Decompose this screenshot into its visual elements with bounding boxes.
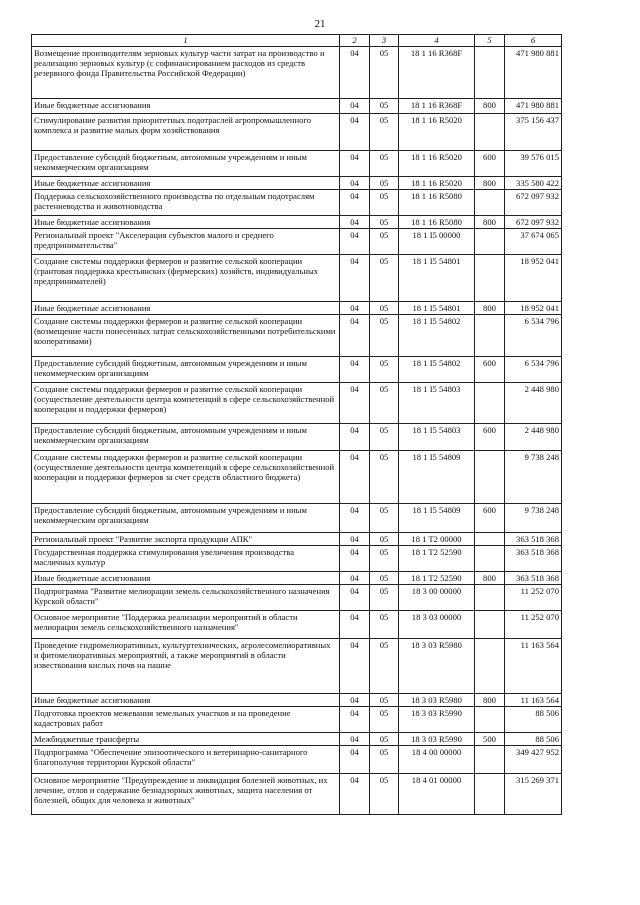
row-subsection: 05 xyxy=(370,255,399,302)
row-target-code: 18 1 16 R5020 xyxy=(399,177,475,190)
row-name: Основное мероприятие "Предупреждение и ликвидация болезней животных, их лечение, отлов и содержание безнадзорных животных, защита населения от болезней, общих для человека и животных" xyxy=(32,774,340,815)
row-amount: 363 518 368 xyxy=(505,546,562,572)
row-expense-type xyxy=(475,451,505,504)
row-amount: 315 269 371 xyxy=(505,774,562,815)
row-subsection: 05 xyxy=(370,611,399,639)
row-expense-type xyxy=(475,774,505,815)
row-expense-type xyxy=(475,114,505,151)
table-row xyxy=(32,383,562,424)
row-target-code: 18 1 I5 54801 xyxy=(399,302,475,315)
row-target-code: 18 1 T2 52590 xyxy=(399,546,475,572)
row-amount: 471 980 881 xyxy=(505,99,562,114)
row-name: Региональный проект "Акселерация субъектов малого и среднего предпринимательства" xyxy=(32,229,340,255)
row-expense-type xyxy=(475,255,505,302)
row-subsection: 05 xyxy=(370,707,399,733)
table-row xyxy=(32,451,562,504)
row-name: Проведение гидромелиоративных, культуртехнических, агролесомелиоративных и фитомелиоративных мероприятий, а также мероприятий в области известкования кислых почв на пашне xyxy=(32,639,340,694)
table-row xyxy=(32,255,562,302)
row-amount: 9 738 248 xyxy=(505,504,562,533)
row-section: 04 xyxy=(340,229,370,255)
row-amount: 672 097 932 xyxy=(505,216,562,229)
row-name: Создание системы поддержки фермеров и развитие сельской кооперации (осуществление деятельности центра компетенций в сфере сельскохозяйственной кооперации и поддержки фермеров) xyxy=(32,383,340,424)
row-subsection: 05 xyxy=(370,546,399,572)
table-row xyxy=(32,585,562,611)
row-expense-type xyxy=(475,190,505,216)
row-subsection: 05 xyxy=(370,315,399,357)
row-target-code: 18 1 16 R5020 xyxy=(399,114,475,151)
row-section: 04 xyxy=(340,694,370,707)
row-name: Региональный проект "Развитие экспорта продукции АПК" xyxy=(32,533,340,546)
row-amount: 349 427 952 xyxy=(505,746,562,774)
row-target-code: 18 3 03 R5990 xyxy=(399,733,475,746)
row-subsection: 05 xyxy=(370,746,399,774)
row-amount: 375 156 437 xyxy=(505,114,562,151)
row-expense-type: 600 xyxy=(475,151,505,177)
table-row xyxy=(32,99,562,114)
header-cell-target-code: 4 xyxy=(399,35,475,47)
row-expense-type xyxy=(475,746,505,774)
row-section: 04 xyxy=(340,572,370,585)
row-amount: 6 534 796 xyxy=(505,357,562,383)
row-name: Стимулирование развития приоритетных подотраслей агропромышленного комплекса и развитие малых форм хозяйствования xyxy=(32,114,340,151)
table-row xyxy=(32,639,562,694)
table-row xyxy=(32,611,562,639)
row-expense-type xyxy=(475,707,505,733)
row-subsection: 05 xyxy=(370,504,399,533)
row-name: Государственная поддержка стимулирования увеличения производства масличных культур xyxy=(32,546,340,572)
header-cell-amount: 6 xyxy=(505,35,562,47)
row-section: 04 xyxy=(340,114,370,151)
table-row xyxy=(32,177,562,190)
row-section: 04 xyxy=(340,639,370,694)
table-row xyxy=(32,302,562,315)
row-amount: 2 448 980 xyxy=(505,424,562,451)
row-name: Предоставление субсидий бюджетным, автономным учреждениям и иным некоммерческим организациям xyxy=(32,357,340,383)
row-expense-type xyxy=(475,229,505,255)
row-target-code: 18 4 01 00000 xyxy=(399,774,475,815)
table-row xyxy=(32,190,562,216)
row-name: Создание системы поддержки фермеров и развитие сельской кооперации (грантовая поддержка крестьянских (фермерских) хозяйств, индивидуальных предпринимателей) xyxy=(32,255,340,302)
row-amount: 11 163 564 xyxy=(505,694,562,707)
row-target-code: 18 1 16 R5020 xyxy=(399,151,475,177)
row-amount: 363 518 368 xyxy=(505,572,562,585)
row-section: 04 xyxy=(340,99,370,114)
row-subsection: 05 xyxy=(370,733,399,746)
row-name: Возмещение производителям зерновых культур части затрат на производство и реализацию зерновых культур (с софинансированием расходов из средств резервного фонда Правительства Российской Федерации) xyxy=(32,47,340,99)
row-target-code: 18 1 I5 00000 xyxy=(399,229,475,255)
row-subsection: 05 xyxy=(370,451,399,504)
row-name: Создание системы поддержки фермеров и развитие сельской кооперации (осуществление деятельности центра компетенций в сфере сельскохозяйственной кооперации и поддержки фермеров за счет средств областного бюджета) xyxy=(32,451,340,504)
row-amount: 18 952 041 xyxy=(505,255,562,302)
row-amount: 335 580 422 xyxy=(505,177,562,190)
row-section: 04 xyxy=(340,611,370,639)
row-amount: 6 534 796 xyxy=(505,315,562,357)
row-amount: 37 674 065 xyxy=(505,229,562,255)
row-subsection: 05 xyxy=(370,151,399,177)
row-section: 04 xyxy=(340,451,370,504)
row-section: 04 xyxy=(340,315,370,357)
row-section: 04 xyxy=(340,733,370,746)
row-subsection: 05 xyxy=(370,774,399,815)
row-expense-type xyxy=(475,383,505,424)
table-row xyxy=(32,315,562,357)
table-row xyxy=(32,424,562,451)
row-subsection: 05 xyxy=(370,424,399,451)
row-amount: 2 448 980 xyxy=(505,383,562,424)
row-section: 04 xyxy=(340,383,370,424)
row-amount: 672 097 932 xyxy=(505,190,562,216)
row-section: 04 xyxy=(340,47,370,99)
row-expense-type: 800 xyxy=(475,302,505,315)
table-row xyxy=(32,533,562,546)
table-row xyxy=(32,229,562,255)
row-subsection: 05 xyxy=(370,99,399,114)
row-target-code: 18 1 I5 54803 xyxy=(399,424,475,451)
row-subsection: 05 xyxy=(370,177,399,190)
row-expense-type: 800 xyxy=(475,216,505,229)
row-expense-type xyxy=(475,585,505,611)
row-section: 04 xyxy=(340,707,370,733)
row-amount: 11 252 070 xyxy=(505,611,562,639)
row-section: 04 xyxy=(340,190,370,216)
row-name: Предоставление субсидий бюджетным, автономным учреждениям и иным некоммерческим организациям xyxy=(32,504,340,533)
row-section: 04 xyxy=(340,504,370,533)
budget-table xyxy=(31,34,562,815)
row-name: Поддержка сельскохозяйственного производства по отдельным подотраслям растениеводства и животноводства xyxy=(32,190,340,216)
table-row xyxy=(32,546,562,572)
row-expense-type: 800 xyxy=(475,694,505,707)
row-expense-type xyxy=(475,546,505,572)
header-cell-section: 2 xyxy=(340,35,370,47)
row-target-code: 18 1 16 R5080 xyxy=(399,216,475,229)
row-name: Предоставление субсидий бюджетным, автономным учреждениям и иным некоммерческим организациям xyxy=(32,424,340,451)
row-subsection: 05 xyxy=(370,302,399,315)
row-name: Иные бюджетные ассигнования xyxy=(32,694,340,707)
row-target-code: 18 3 03 R5980 xyxy=(399,694,475,707)
table-row xyxy=(32,47,562,99)
table-row xyxy=(32,572,562,585)
row-target-code: 18 1 I5 54803 xyxy=(399,383,475,424)
row-subsection: 05 xyxy=(370,533,399,546)
row-amount: 471 980 881 xyxy=(505,47,562,99)
row-subsection: 05 xyxy=(370,639,399,694)
row-expense-type: 500 xyxy=(475,733,505,746)
header-cell-expense-type: 5 xyxy=(475,35,505,47)
row-target-code: 18 1 16 R368F xyxy=(399,99,475,114)
row-target-code: 18 3 03 R5990 xyxy=(399,707,475,733)
header-cell-name: 1 xyxy=(32,35,340,47)
row-section: 04 xyxy=(340,357,370,383)
table-row xyxy=(32,114,562,151)
row-target-code: 18 4 00 00000 xyxy=(399,746,475,774)
table-row xyxy=(32,774,562,815)
row-target-code: 18 3 03 R5980 xyxy=(399,639,475,694)
row-subsection: 05 xyxy=(370,47,399,99)
row-name: Предоставление субсидий бюджетным, автономным учреждениям и иным некоммерческим организациям xyxy=(32,151,340,177)
row-name: Подпрограмма "Обеспечение эпизоотического и ветеринарно-санитарного благополучия территории Курской области" xyxy=(32,746,340,774)
row-section: 04 xyxy=(340,774,370,815)
row-expense-type: 600 xyxy=(475,504,505,533)
row-name: Иные бюджетные ассигнования xyxy=(32,302,340,315)
row-target-code: 18 1 T2 52590 xyxy=(399,572,475,585)
row-expense-type: 800 xyxy=(475,99,505,114)
row-subsection: 05 xyxy=(370,190,399,216)
row-section: 04 xyxy=(340,216,370,229)
page-number: 21 xyxy=(314,18,326,30)
table-row xyxy=(32,504,562,533)
table-row xyxy=(32,216,562,229)
row-section: 04 xyxy=(340,546,370,572)
row-name: Иные бюджетные ассигнования xyxy=(32,572,340,585)
row-subsection: 05 xyxy=(370,585,399,611)
row-name: Иные бюджетные ассигнования xyxy=(32,177,340,190)
row-name: Создание системы поддержки фермеров и развитие сельской кооперации (возмещение части понесенных затрат сельскохозяйственными потребительскими кооперативами) xyxy=(32,315,340,357)
row-subsection: 05 xyxy=(370,694,399,707)
row-amount: 9 738 248 xyxy=(505,451,562,504)
row-target-code: 18 1 I5 54802 xyxy=(399,315,475,357)
table-row xyxy=(32,733,562,746)
row-target-code: 18 3 03 00000 xyxy=(399,611,475,639)
row-amount: 39 576 015 xyxy=(505,151,562,177)
row-section: 04 xyxy=(340,746,370,774)
row-expense-type xyxy=(475,315,505,357)
row-amount: 11 163 564 xyxy=(505,639,562,694)
row-expense-type: 600 xyxy=(475,424,505,451)
row-expense-type xyxy=(475,533,505,546)
row-subsection: 05 xyxy=(370,572,399,585)
header-cell-subsection: 3 xyxy=(370,35,399,47)
row-section: 04 xyxy=(340,177,370,190)
row-expense-type: 800 xyxy=(475,572,505,585)
row-section: 04 xyxy=(340,151,370,177)
row-amount: 88 506 xyxy=(505,707,562,733)
row-amount: 18 952 041 xyxy=(505,302,562,315)
row-target-code: 18 1 16 R368F xyxy=(399,47,475,99)
row-subsection: 05 xyxy=(370,357,399,383)
row-amount: 363 518 368 xyxy=(505,533,562,546)
row-name: Подготовка проектов межевания земельных участков и на проведение кадастровых работ xyxy=(32,707,340,733)
row-expense-type: 800 xyxy=(475,177,505,190)
table-row xyxy=(32,694,562,707)
row-target-code: 18 3 00 00000 xyxy=(399,585,475,611)
row-section: 04 xyxy=(340,302,370,315)
row-expense-type xyxy=(475,611,505,639)
row-expense-type xyxy=(475,47,505,99)
row-expense-type: 600 xyxy=(475,357,505,383)
table-row xyxy=(32,707,562,733)
row-section: 04 xyxy=(340,255,370,302)
row-target-code: 18 1 I5 54809 xyxy=(399,451,475,504)
row-target-code: 18 1 I5 54809 xyxy=(399,504,475,533)
row-section: 04 xyxy=(340,424,370,451)
row-amount: 88 506 xyxy=(505,733,562,746)
row-target-code: 18 1 16 R5080 xyxy=(399,190,475,216)
row-name: Основное мероприятие "Поддержка реализации мероприятий в области мелиорации земель сельскохозяйственного назначения" xyxy=(32,611,340,639)
row-name: Иные бюджетные ассигнования xyxy=(32,216,340,229)
row-subsection: 05 xyxy=(370,216,399,229)
row-expense-type xyxy=(475,639,505,694)
row-subsection: 05 xyxy=(370,114,399,151)
table-row xyxy=(32,357,562,383)
row-name: Межбюджетные трансферты xyxy=(32,733,340,746)
header-row xyxy=(32,35,562,47)
row-subsection: 05 xyxy=(370,229,399,255)
row-section: 04 xyxy=(340,533,370,546)
table-row xyxy=(32,746,562,774)
row-amount: 11 252 070 xyxy=(505,585,562,611)
row-target-code: 18 1 I5 54801 xyxy=(399,255,475,302)
row-target-code: 18 1 T2 00000 xyxy=(399,533,475,546)
row-section: 04 xyxy=(340,585,370,611)
row-subsection: 05 xyxy=(370,383,399,424)
row-name: Иные бюджетные ассигнования xyxy=(32,99,340,114)
row-name: Подпрограмма "Развитие мелиорации земель сельскохозяйственного назначения Курской области" xyxy=(32,585,340,611)
row-target-code: 18 1 I5 54802 xyxy=(399,357,475,383)
table-row xyxy=(32,151,562,177)
